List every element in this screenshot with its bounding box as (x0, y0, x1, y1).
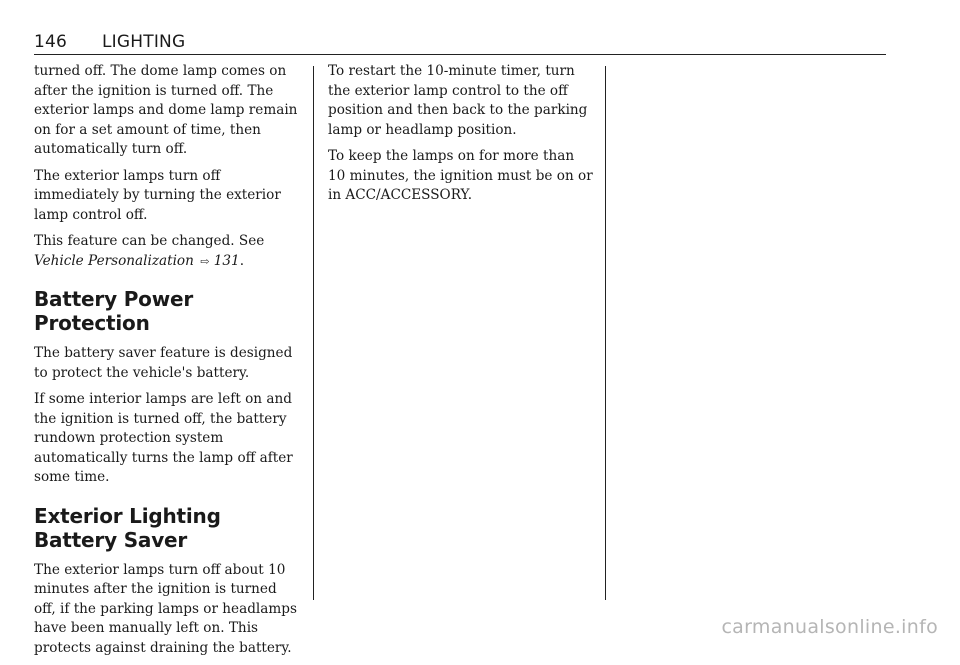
paragraph: If some interior lamps are left on and the ignition is turned off, the battery rundown protection system automatically turns the lamp off after some time. (34, 391, 293, 485)
heading-battery-power-protection: Battery Power Protection (34, 287, 193, 335)
paragraph: The battery saver feature is designed to protect the vehicle's battery. (34, 345, 293, 381)
cross-reference-page[interactable]: 131 (213, 252, 240, 269)
paragraph: To keep the lamps on for more than 10 minutes, the ignition must be on or in ACC/ACCESSORY. (328, 148, 593, 203)
paragraph: The exterior lamps turn off about 10 minutes after the ignition is turned off, if the parking lamps or headlamps have been manually left on. This protects against draining the battery. (34, 561, 297, 656)
left-column (34, 62, 299, 665)
page-number: 146 (34, 32, 68, 52)
paragraph-cross-reference: This feature can be changed. See Vehicle Personalization ⇨ 131. (34, 233, 265, 269)
paragraph: turned off. The dome lamp comes on after the ignition is turned off. The exterior lamps and dome lamp remain on for a set amount of time, then automatically turn off. (34, 63, 298, 157)
right-column (328, 62, 593, 213)
page-reference-icon: ⇨ (200, 254, 210, 268)
watermark: carmanualsonline.info (721, 616, 938, 638)
cross-reference-link[interactable]: Vehicle Personalization (34, 252, 194, 269)
paragraph: The exterior lamps turn off immediately by turning the exterior lamp control off. (34, 167, 281, 223)
section-title: LIGHTING (102, 32, 186, 52)
column-divider-right (605, 66, 606, 600)
heading-exterior-lighting-battery-saver: Exterior Lighting Battery Saver (34, 503, 221, 552)
page-header (34, 32, 886, 55)
column-divider-left (313, 66, 314, 600)
cross-reference-prefix: This feature can be changed. See (34, 233, 265, 249)
paragraph: To restart the 10-minute timer, turn the exterior lamp control to the off position and then back to the parking lamp or headlamp position. (328, 63, 588, 138)
